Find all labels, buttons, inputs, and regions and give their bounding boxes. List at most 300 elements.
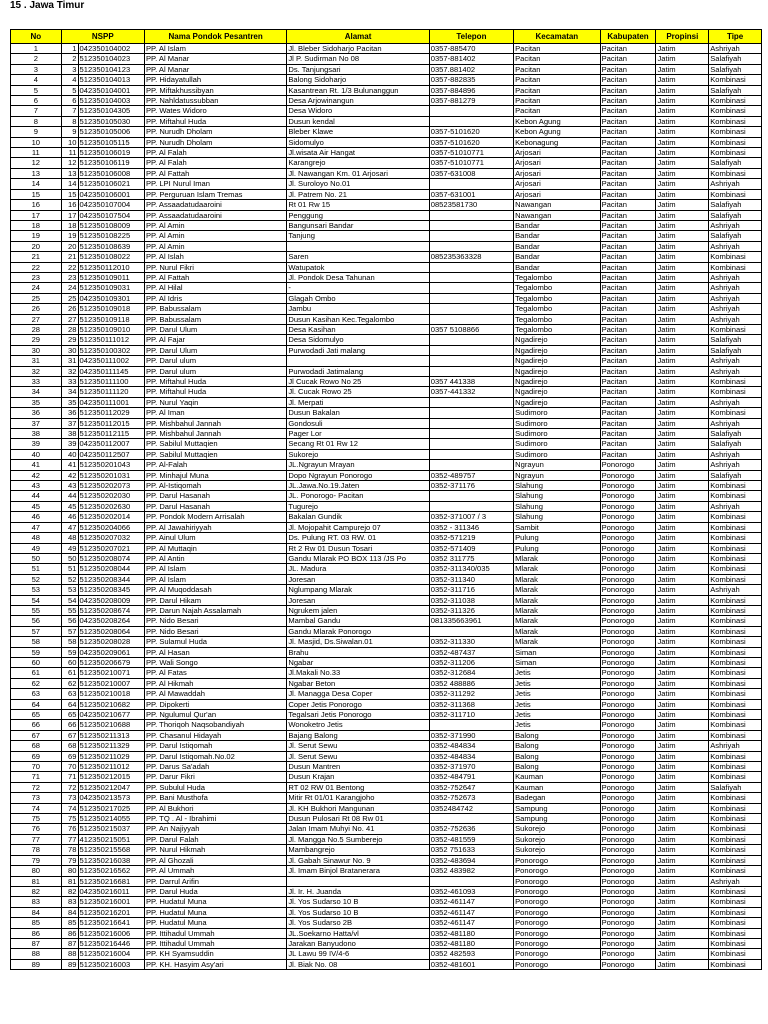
- cell-telepon: [429, 491, 513, 501]
- cell-alamat: Jl. Pondok Desa Tahunan: [287, 272, 429, 282]
- cell-index: 7: [61, 106, 78, 116]
- cell-kecamatan: Ngadirejo: [514, 335, 600, 345]
- cell-index: 64: [61, 699, 78, 709]
- cell-propinsi: Jatim: [656, 449, 709, 459]
- cell-index: 46: [61, 512, 78, 522]
- cell-nama: PP. Darul Ulum: [144, 324, 286, 334]
- cell-kabupaten: Pacitan: [600, 272, 656, 282]
- cell-nspp: 512350106021: [78, 179, 144, 189]
- cell-kecamatan: Bandar: [514, 231, 600, 241]
- cell-propinsi: Jatim: [656, 730, 709, 740]
- table-row: [11, 782, 762, 792]
- cell-nama: PP. Al Fattah: [144, 272, 286, 282]
- cell-kabupaten: Ponorogo: [600, 689, 656, 699]
- cell-tipe: Salafiyah: [709, 200, 762, 210]
- cell-nama: PP. Al Hikmah: [144, 678, 286, 688]
- cell-alamat: Rt 2 Rw 01 Dusun Tosari: [287, 543, 429, 553]
- cell-nama: PP. Darul Istiqomah.No.02: [144, 751, 286, 761]
- cell-tipe: Kombinasi: [709, 897, 762, 907]
- cell-nama: PP. Babussalam: [144, 304, 286, 314]
- cell-kabupaten: Ponorogo: [600, 938, 656, 948]
- cell-telepon: [429, 272, 513, 282]
- cell-kecamatan: Ponorogo: [514, 866, 600, 876]
- cell-index: 76: [61, 824, 78, 834]
- cell-index: 54: [61, 595, 78, 605]
- cell-alamat: Jl. Biak No. 08: [287, 959, 429, 969]
- cell-alamat: Gandu Mlarak PO BOX 113 /JS Po: [287, 553, 429, 563]
- cell-propinsi: Jatim: [656, 210, 709, 220]
- cell-no: 76: [11, 824, 62, 834]
- cell-propinsi: Jatim: [656, 127, 709, 137]
- cell-alamat: Brahu: [287, 647, 429, 657]
- cell-no: 8: [11, 116, 62, 126]
- cell-kecamatan: Badegan: [514, 793, 600, 803]
- cell-propinsi: Jatim: [656, 75, 709, 85]
- cell-tipe: Kombinasi: [709, 855, 762, 865]
- cell-tipe: Salafiyah: [709, 345, 762, 355]
- cell-propinsi: Jatim: [656, 356, 709, 366]
- cell-index: 35: [61, 397, 78, 407]
- cell-alamat: Karangrejo: [287, 158, 429, 168]
- cell-nspp: 042350104001: [78, 85, 144, 95]
- header-kecamatan: Kecamatan: [514, 30, 600, 44]
- cell-telepon: 0352-311716: [429, 585, 513, 595]
- cell-alamat: Ngrukem jalen: [287, 605, 429, 615]
- cell-kabupaten: Ponorogo: [600, 553, 656, 563]
- table-row: [11, 460, 762, 470]
- cell-nspp: 512350208344: [78, 574, 144, 584]
- cell-telepon: [429, 449, 513, 459]
- cell-nama: PP. Darul ulum: [144, 366, 286, 376]
- cell-kabupaten: Ponorogo: [600, 595, 656, 605]
- table-row: [11, 127, 762, 137]
- cell-alamat: Desa Arjowinangun: [287, 96, 429, 106]
- cell-no: 27: [11, 314, 62, 324]
- cell-alamat: Sidomulyo: [287, 137, 429, 147]
- cell-propinsi: Jatim: [656, 96, 709, 106]
- cell-tipe: Kombinasi: [709, 491, 762, 501]
- cell-index: 60: [61, 657, 78, 667]
- cell-index: 85: [61, 918, 78, 928]
- cell-kecamatan: Balong: [514, 751, 600, 761]
- cell-kecamatan: Ponorogo: [514, 855, 600, 865]
- cell-nspp: 512350111100: [78, 377, 144, 387]
- cell-nspp: 512350202014: [78, 512, 144, 522]
- table-row: [11, 449, 762, 459]
- cell-index: 53: [61, 585, 78, 595]
- cell-telepon: [429, 408, 513, 418]
- cell-index: 84: [61, 907, 78, 917]
- cell-no: 31: [11, 356, 62, 366]
- cell-nama: PP. Al Amin: [144, 241, 286, 251]
- cell-kabupaten: Ponorogo: [600, 855, 656, 865]
- cell-telepon: 0357-5101620: [429, 137, 513, 147]
- cell-no: 80: [11, 866, 62, 876]
- cell-tipe: Kombinasi: [709, 553, 762, 563]
- cell-kabupaten: Ponorogo: [600, 710, 656, 720]
- cell-nspp: 512350105115: [78, 137, 144, 147]
- table-row: [11, 304, 762, 314]
- cell-tipe: Kombinasi: [709, 668, 762, 678]
- cell-telepon: 0352 - 311346: [429, 522, 513, 532]
- cell-nspp: 512350106119: [78, 158, 144, 168]
- cell-kabupaten: Ponorogo: [600, 522, 656, 532]
- cell-tipe: Kombinasi: [709, 324, 762, 334]
- cell-nspp: 512350202630: [78, 501, 144, 511]
- cell-nspp: 512350216562: [78, 866, 144, 876]
- cell-nama: PP. Subulul Huda: [144, 782, 286, 792]
- cell-index: 39: [61, 439, 78, 449]
- cell-propinsi: Jatim: [656, 397, 709, 407]
- cell-tipe: Ashriyah: [709, 397, 762, 407]
- cell-propinsi: Jatim: [656, 460, 709, 470]
- cell-no: 43: [11, 481, 62, 491]
- table-row: [11, 501, 762, 511]
- cell-nama: PP. Ngulumul Qur'an: [144, 710, 286, 720]
- cell-propinsi: Jatim: [656, 272, 709, 282]
- cell-tipe: Kombinasi: [709, 127, 762, 137]
- cell-alamat: Dusun Krajan: [287, 772, 429, 782]
- cell-no: 40: [11, 449, 62, 459]
- cell-index: 12: [61, 158, 78, 168]
- table-row: [11, 585, 762, 595]
- cell-nspp: 512350210688: [78, 720, 144, 730]
- cell-telepon: 0357-885470: [429, 44, 513, 54]
- cell-index: 45: [61, 501, 78, 511]
- cell-telepon: 0357-631001: [429, 189, 513, 199]
- cell-tipe: Kombinasi: [709, 689, 762, 699]
- cell-kabupaten: Ponorogo: [600, 730, 656, 740]
- header-propinsi: Propinsi: [656, 30, 709, 44]
- cell-propinsi: Jatim: [656, 481, 709, 491]
- cell-tipe: Ashriyah: [709, 179, 762, 189]
- cell-kabupaten: Ponorogo: [600, 782, 656, 792]
- cell-telepon: 0352-311292: [429, 689, 513, 699]
- cell-tipe: Kombinasi: [709, 834, 762, 844]
- cell-no: 68: [11, 741, 62, 751]
- table-row: [11, 293, 762, 303]
- cell-nama: PP. Darul Hikam: [144, 595, 286, 605]
- cell-telepon: [429, 876, 513, 886]
- cell-kabupaten: Pacitan: [600, 210, 656, 220]
- cell-no: 65: [11, 710, 62, 720]
- cell-propinsi: Jatim: [656, 834, 709, 844]
- cell-kabupaten: Pacitan: [600, 96, 656, 106]
- cell-alamat: Jambu: [287, 304, 429, 314]
- cell-propinsi: Jatim: [656, 168, 709, 178]
- cell-no: 60: [11, 657, 62, 667]
- cell-index: 68: [61, 741, 78, 751]
- cell-tipe: Kombinasi: [709, 814, 762, 824]
- cell-nama: PP. Al Falah: [144, 148, 286, 158]
- cell-kecamatan: Ngadirejo: [514, 397, 600, 407]
- cell-kabupaten: Pacitan: [600, 439, 656, 449]
- cell-nama: PP. Ainul Ulum: [144, 533, 286, 543]
- cell-tipe: Kombinasi: [709, 595, 762, 605]
- cell-alamat: Jl. Masjid, Ds.Siwalan.01: [287, 637, 429, 647]
- cell-propinsi: Jatim: [656, 689, 709, 699]
- cell-kecamatan: Bandar: [514, 252, 600, 262]
- cell-index: 43: [61, 481, 78, 491]
- cell-propinsi: Jatim: [656, 54, 709, 64]
- cell-alamat: Jl. Merpati: [287, 397, 429, 407]
- cell-alamat: Ngabar: [287, 657, 429, 667]
- cell-nspp: 042350208009: [78, 595, 144, 605]
- cell-kecamatan: Ngadirejo: [514, 377, 600, 387]
- cell-nama: PP. Al Muttaqin: [144, 543, 286, 553]
- cell-nspp: 512350105030: [78, 116, 144, 126]
- cell-no: 53: [11, 585, 62, 595]
- cell-telepon: 0352-461093: [429, 886, 513, 896]
- cell-nspp: 512350202073: [78, 481, 144, 491]
- header-nspp: NSPP: [61, 30, 144, 44]
- cell-alamat: Jl. Nawangan Km. 01 Arjosari: [287, 168, 429, 178]
- cell-nspp: 512350211329: [78, 741, 144, 751]
- table-row: [11, 408, 762, 418]
- cell-telepon: [429, 231, 513, 241]
- cell-alamat: Secang Rt 01 Rw 12: [287, 439, 429, 449]
- cell-nama: PP. Darul Huda: [144, 886, 286, 896]
- table-row: [11, 741, 762, 751]
- cell-tipe: Kombinasi: [709, 605, 762, 615]
- table-row: [11, 314, 762, 324]
- cell-alamat: Mambangrejo: [287, 845, 429, 855]
- cell-nama: PP. Al Manar: [144, 64, 286, 74]
- cell-telepon: 081335663961: [429, 616, 513, 626]
- cell-index: 17: [61, 210, 78, 220]
- cell-nama: PP. Al Amin: [144, 220, 286, 230]
- cell-no: 74: [11, 803, 62, 813]
- cell-nspp: 512350211029: [78, 751, 144, 761]
- cell-nspp: 512350210071: [78, 668, 144, 678]
- cell-nama: PP. Hudatul Muna: [144, 918, 286, 928]
- cell-nama: PP. Al Manar: [144, 54, 286, 64]
- cell-telepon: 0352-311368: [429, 699, 513, 709]
- cell-nama: PP. Assaadatudaaroini: [144, 210, 286, 220]
- cell-nspp: 042350111145: [78, 366, 144, 376]
- cell-alamat: Pager Lor: [287, 429, 429, 439]
- table-row: [11, 720, 762, 730]
- cell-propinsi: Jatim: [656, 710, 709, 720]
- table-row: [11, 252, 762, 262]
- cell-nspp: 512350207032: [78, 533, 144, 543]
- cell-index: 57: [61, 626, 78, 636]
- cell-index: 75: [61, 814, 78, 824]
- cell-nspp: 512350104305: [78, 106, 144, 116]
- cell-propinsi: Jatim: [656, 845, 709, 855]
- cell-kabupaten: Pacitan: [600, 377, 656, 387]
- table-row: [11, 96, 762, 106]
- cell-index: 10: [61, 137, 78, 147]
- cell-kecamatan: Tegalombo: [514, 324, 600, 334]
- cell-nspp: 512350216003: [78, 959, 144, 969]
- cell-telepon: 0352-481559: [429, 834, 513, 844]
- cell-kecamatan: Bandar: [514, 262, 600, 272]
- table-row: [11, 918, 762, 928]
- cell-index: 82: [61, 886, 78, 896]
- cell-kecamatan: Mlarak: [514, 564, 600, 574]
- cell-nspp: 512350216641: [78, 918, 144, 928]
- cell-kecamatan: Sambit: [514, 522, 600, 532]
- cell-nama: PP. Miftahul Huda: [144, 116, 286, 126]
- cell-nspp: 512350106019: [78, 148, 144, 158]
- cell-no: 22: [11, 262, 62, 272]
- cell-alamat: Dopo Ngrayun Ponorogo: [287, 470, 429, 480]
- cell-kabupaten: Ponorogo: [600, 470, 656, 480]
- cell-tipe: Salafiyah: [709, 429, 762, 439]
- cell-no: 69: [11, 751, 62, 761]
- cell-no: 63: [11, 689, 62, 699]
- cell-no: 79: [11, 855, 62, 865]
- cell-nama: PP. Al Muqoddasah: [144, 585, 286, 595]
- cell-tipe: Kombinasi: [709, 824, 762, 834]
- cell-propinsi: Jatim: [656, 137, 709, 147]
- cell-nama: PP. Ittihadul Ummah: [144, 938, 286, 948]
- cell-kecamatan: Ponorogo: [514, 949, 600, 959]
- table-row: [11, 283, 762, 293]
- cell-no: 4: [11, 75, 62, 85]
- cell-kabupaten: Ponorogo: [600, 897, 656, 907]
- cell-tipe: Kombinasi: [709, 543, 762, 553]
- cell-no: 42: [11, 470, 62, 480]
- cell-no: 2: [11, 54, 62, 64]
- cell-nspp: 512350109010: [78, 324, 144, 334]
- cell-no: 75: [11, 814, 62, 824]
- cell-index: 9: [61, 127, 78, 137]
- cell-telepon: 0352-311326: [429, 605, 513, 615]
- cell-nspp: 042350216011: [78, 886, 144, 896]
- cell-index: 86: [61, 928, 78, 938]
- table-row: [11, 481, 762, 491]
- cell-nama: PP. Al Amin: [144, 231, 286, 241]
- cell-kecamatan: Sukorejo: [514, 834, 600, 844]
- cell-tipe: Kombinasi: [709, 959, 762, 969]
- cell-tipe: Ashriyah: [709, 356, 762, 366]
- cell-nama: PP. Al-Falah: [144, 460, 286, 470]
- cell-telepon: [429, 439, 513, 449]
- cell-index: 23: [61, 272, 78, 282]
- cell-kabupaten: Pacitan: [600, 75, 656, 85]
- table-body: [11, 44, 762, 970]
- cell-alamat: JL. Ponorogo- Pacitan: [287, 491, 429, 501]
- cell-telepon: 085235363328: [429, 252, 513, 262]
- cell-alamat: Jl. Yos Sudarso 10 B: [287, 897, 429, 907]
- cell-propinsi: Jatim: [656, 605, 709, 615]
- cell-no: 20: [11, 241, 62, 251]
- cell-no: 33: [11, 377, 62, 387]
- table-row: [11, 886, 762, 896]
- cell-alamat: Sukorejo: [287, 449, 429, 459]
- cell-nama: PP. An Najiyyah: [144, 824, 286, 834]
- cell-alamat: Jl Cucak Rowo No 25: [287, 377, 429, 387]
- cell-index: 15: [61, 189, 78, 199]
- page-title: 15 . Jawa Timur: [10, 0, 85, 11]
- cell-kabupaten: Ponorogo: [600, 605, 656, 615]
- cell-alamat: Jalan Imam Muhyi No. 41: [287, 824, 429, 834]
- table-row: [11, 699, 762, 709]
- cell-telepon: 0352-461147: [429, 918, 513, 928]
- cell-no: 47: [11, 522, 62, 532]
- cell-nspp: 512350112115: [78, 429, 144, 439]
- cell-kabupaten: Ponorogo: [600, 741, 656, 751]
- cell-alamat: Penggung: [287, 210, 429, 220]
- cell-kabupaten: Pacitan: [600, 283, 656, 293]
- cell-kabupaten: Pacitan: [600, 397, 656, 407]
- cell-alamat: [287, 356, 429, 366]
- cell-no: 81: [11, 876, 62, 886]
- cell-nspp: 512350215568: [78, 845, 144, 855]
- cell-index: 80: [61, 866, 78, 876]
- cell-kabupaten: Ponorogo: [600, 834, 656, 844]
- cell-kabupaten: Ponorogo: [600, 720, 656, 730]
- cell-index: 47: [61, 522, 78, 532]
- cell-kecamatan: Pacitan: [514, 75, 600, 85]
- cell-tipe: Salafiyah: [709, 782, 762, 792]
- table-row: [11, 772, 762, 782]
- cell-alamat: Jarakan Banyudono: [287, 938, 429, 948]
- cell-telepon: 0357-441332: [429, 387, 513, 397]
- cell-no: 45: [11, 501, 62, 511]
- table-row: [11, 928, 762, 938]
- cell-kabupaten: Ponorogo: [600, 876, 656, 886]
- cell-kecamatan: Mlarak: [514, 585, 600, 595]
- cell-telepon: 0357-881402: [429, 54, 513, 64]
- cell-no: 19: [11, 231, 62, 241]
- cell-telepon: 0352-752647: [429, 782, 513, 792]
- cell-telepon: [429, 293, 513, 303]
- cell-kecamatan: Kebon Agung: [514, 127, 600, 137]
- cell-alamat: Gondosuli: [287, 418, 429, 428]
- cell-nspp: 512350216681: [78, 876, 144, 886]
- cell-propinsi: Jatim: [656, 512, 709, 522]
- cell-propinsi: Jatim: [656, 418, 709, 428]
- cell-tipe: Kombinasi: [709, 720, 762, 730]
- cell-nama: PP. Nurul Fikri: [144, 262, 286, 272]
- cell-index: 30: [61, 345, 78, 355]
- cell-alamat: Desa Widoro: [287, 106, 429, 116]
- cell-nspp: 512350104013: [78, 75, 144, 85]
- table-row: [11, 657, 762, 667]
- cell-tipe: Ashriyah: [709, 293, 762, 303]
- cell-propinsi: Jatim: [656, 116, 709, 126]
- cell-nama: PP. Sulamul Huda: [144, 637, 286, 647]
- cell-telepon: [429, 106, 513, 116]
- cell-propinsi: Jatim: [656, 959, 709, 969]
- cell-propinsi: Jatim: [656, 491, 709, 501]
- cell-no: 51: [11, 564, 62, 574]
- cell-telepon: [429, 460, 513, 470]
- cell-alamat: [287, 241, 429, 251]
- cell-telepon: 0352-311330: [429, 637, 513, 647]
- table-row: [11, 845, 762, 855]
- cell-no: 11: [11, 148, 62, 158]
- cell-kecamatan: Slahung: [514, 501, 600, 511]
- cell-index: 3: [61, 64, 78, 74]
- cell-telepon: 0352-484834: [429, 751, 513, 761]
- cell-tipe: Kombinasi: [709, 793, 762, 803]
- cell-telepon: 0352 751633: [429, 845, 513, 855]
- header-alamat: Alamat: [287, 30, 429, 44]
- cell-nspp: 512350104123: [78, 64, 144, 74]
- cell-nspp: 512350210018: [78, 689, 144, 699]
- cell-tipe: Kombinasi: [709, 907, 762, 917]
- cell-no: 18: [11, 220, 62, 230]
- cell-nama: PP. Darur Fikri: [144, 772, 286, 782]
- table-row: [11, 429, 762, 439]
- cell-kecamatan: Nawangan: [514, 210, 600, 220]
- cell-tipe: Salafiyah: [709, 158, 762, 168]
- cell-propinsi: Jatim: [656, 533, 709, 543]
